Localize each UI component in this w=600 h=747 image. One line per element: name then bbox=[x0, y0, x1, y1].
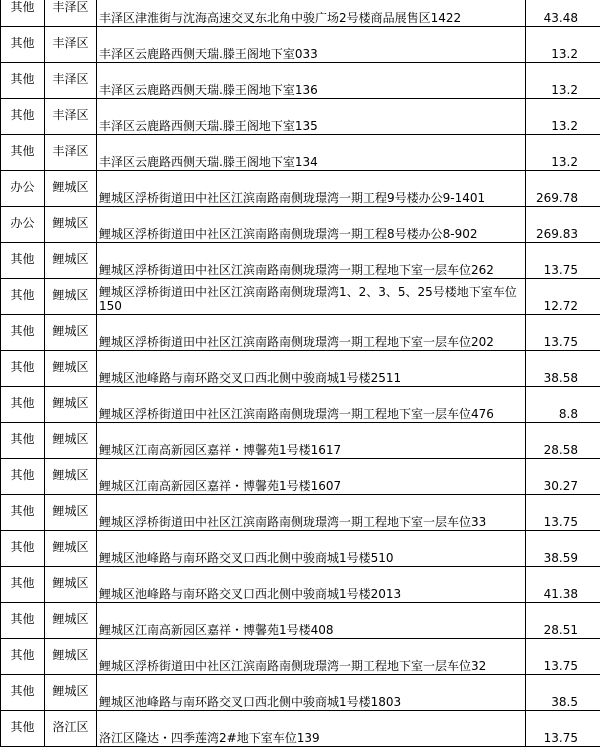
area-cell: 13.75 bbox=[526, 243, 600, 279]
table-row bbox=[1, 207, 600, 243]
property-type-cell: 其他 bbox=[1, 0, 45, 27]
area-cell: 13.75 bbox=[526, 711, 600, 747]
district-cell: 鲤城区 bbox=[45, 279, 97, 315]
property-type-cell: 其他 bbox=[1, 603, 45, 639]
district-cell: 洛江区 bbox=[45, 711, 97, 747]
area-cell: 30.27 bbox=[526, 459, 600, 495]
address-cell: 鲤城区江南高新园区嘉祥・博馨苑1号楼408 bbox=[97, 603, 526, 639]
address-cell: 鲤城区浮桥街道田中社区江滨南路南侧珑璟湾一期工程地下室一层车位202 bbox=[97, 315, 526, 351]
table-row bbox=[1, 315, 600, 351]
property-type-cell: 其他 bbox=[1, 675, 45, 711]
area-cell: 38.58 bbox=[526, 351, 600, 387]
property-type-cell: 其他 bbox=[1, 315, 45, 351]
property-type-cell: 其他 bbox=[1, 351, 45, 387]
address-cell: 鲤城区江南高新园区嘉祥・博馨苑1号楼1607 bbox=[97, 459, 526, 495]
property-type-cell: 其他 bbox=[1, 531, 45, 567]
area-cell: 38.59 bbox=[526, 531, 600, 567]
area-cell: 269.78 bbox=[526, 171, 600, 207]
district-cell: 鲤城区 bbox=[45, 495, 97, 531]
address-cell: 鲤城区池峰路与南环路交叉口西北侧中骏商城1号楼510 bbox=[97, 531, 526, 567]
area-cell: 12.72 bbox=[526, 279, 600, 315]
area-cell: 13.75 bbox=[526, 315, 600, 351]
area-cell: 41.38 bbox=[526, 567, 600, 603]
table-row bbox=[1, 495, 600, 531]
area-cell: 28.58 bbox=[526, 423, 600, 459]
property-type-cell: 办公 bbox=[1, 207, 45, 243]
address-cell: 鲤城区浮桥街道田中社区江滨南路南侧珑璟湾一期工程地下室一层车位262 bbox=[97, 243, 526, 279]
district-cell: 鲤城区 bbox=[45, 351, 97, 387]
address-cell: 鲤城区浮桥街道田中社区江滨南路南侧珑璟湾一期工程地下室一层车位32 bbox=[97, 639, 526, 675]
table-row bbox=[1, 63, 600, 99]
table-row bbox=[1, 27, 600, 63]
district-cell: 丰泽区 bbox=[45, 0, 97, 27]
table-row bbox=[1, 135, 600, 171]
district-cell: 丰泽区 bbox=[45, 135, 97, 171]
area-cell: 13.2 bbox=[526, 27, 600, 63]
address-cell: 鲤城区浮桥街道田中社区江滨南路南侧珑璟湾一期工程地下室一层车位33 bbox=[97, 495, 526, 531]
table-row bbox=[1, 171, 600, 207]
address-cell: 鲤城区浮桥街道田中社区江滨南路南侧珑璟湾一期工程8号楼办公8-902 bbox=[97, 207, 526, 243]
address-cell: 鲤城区池峰路与南环路交叉口西北侧中骏商城1号楼2511 bbox=[97, 351, 526, 387]
address-cell: 丰泽区云鹿路西侧天瑞.滕王阁地下室033 bbox=[97, 27, 526, 63]
property-type-cell: 其他 bbox=[1, 423, 45, 459]
district-cell: 鲤城区 bbox=[45, 207, 97, 243]
area-cell: 269.83 bbox=[526, 207, 600, 243]
address-cell: 鲤城区浮桥街道田中社区江滨南路南侧珑璟湾一期工程9号楼办公9-1401 bbox=[97, 171, 526, 207]
area-cell: 43.48 bbox=[526, 0, 600, 27]
district-cell: 鲤城区 bbox=[45, 639, 97, 675]
district-cell: 鲤城区 bbox=[45, 603, 97, 639]
area-cell: 13.75 bbox=[526, 495, 600, 531]
table-row bbox=[1, 99, 600, 135]
table-row bbox=[1, 711, 600, 747]
table-row bbox=[1, 603, 600, 639]
table-row bbox=[1, 351, 600, 387]
table-row bbox=[1, 639, 600, 675]
table-row bbox=[1, 243, 600, 279]
address-cell: 鲤城区池峰路与南环路交叉口西北侧中骏商城1号楼1803 bbox=[97, 675, 526, 711]
address-cell: 丰泽区云鹿路西侧天瑞.滕王阁地下室134 bbox=[97, 135, 526, 171]
area-cell: 38.5 bbox=[526, 675, 600, 711]
property-type-cell: 其他 bbox=[1, 135, 45, 171]
area-cell: 13.2 bbox=[526, 63, 600, 99]
table-row bbox=[1, 0, 600, 27]
property-type-cell: 其他 bbox=[1, 63, 45, 99]
property-type-cell: 其他 bbox=[1, 495, 45, 531]
property-type-cell: 其他 bbox=[1, 387, 45, 423]
property-type-cell: 其他 bbox=[1, 711, 45, 747]
district-cell: 鲤城区 bbox=[45, 675, 97, 711]
table-row bbox=[1, 675, 600, 711]
property-type-cell: 其他 bbox=[1, 459, 45, 495]
table-row bbox=[1, 387, 600, 423]
area-cell: 13.2 bbox=[526, 99, 600, 135]
area-cell: 28.51 bbox=[526, 603, 600, 639]
district-cell: 鲤城区 bbox=[45, 531, 97, 567]
address-cell: 洛江区隆达・四季莲湾2#地下室车位139 bbox=[97, 711, 526, 747]
property-type-cell: 办公 bbox=[1, 171, 45, 207]
district-cell: 鲤城区 bbox=[45, 567, 97, 603]
address-cell: 鲤城区浮桥街道田中社区江滨南路南侧珑璟湾一期工程地下室一层车位476 bbox=[97, 387, 526, 423]
district-cell: 鲤城区 bbox=[45, 423, 97, 459]
address-cell: 丰泽区云鹿路西侧天瑞.滕王阁地下室136 bbox=[97, 63, 526, 99]
table-row bbox=[1, 459, 600, 495]
property-type-cell: 其他 bbox=[1, 567, 45, 603]
district-cell: 丰泽区 bbox=[45, 63, 97, 99]
property-type-cell: 其他 bbox=[1, 27, 45, 63]
district-cell: 鲤城区 bbox=[45, 243, 97, 279]
property-type-cell: 其他 bbox=[1, 639, 45, 675]
district-cell: 鲤城区 bbox=[45, 171, 97, 207]
property-type-cell: 其他 bbox=[1, 279, 45, 315]
table-row bbox=[1, 279, 600, 315]
table-row bbox=[1, 531, 600, 567]
property-type-cell: 其他 bbox=[1, 243, 45, 279]
district-cell: 鲤城区 bbox=[45, 387, 97, 423]
address-cell: 鲤城区浮桥街道田中社区江滨南路南侧珑璟湾1、2、3、5、25号楼地下室车位150 bbox=[97, 279, 526, 315]
area-cell: 13.75 bbox=[526, 639, 600, 675]
address-cell: 鲤城区池峰路与南环路交叉口西北侧中骏商城1号楼2013 bbox=[97, 567, 526, 603]
district-cell: 丰泽区 bbox=[45, 99, 97, 135]
district-cell: 鲤城区 bbox=[45, 315, 97, 351]
table-row bbox=[1, 423, 600, 459]
address-cell: 丰泽区云鹿路西侧天瑞.滕王阁地下室135 bbox=[97, 99, 526, 135]
area-cell: 8.8 bbox=[526, 387, 600, 423]
district-cell: 丰泽区 bbox=[45, 27, 97, 63]
table-row bbox=[1, 567, 600, 603]
property-type-cell: 其他 bbox=[1, 99, 45, 135]
district-cell: 鲤城区 bbox=[45, 459, 97, 495]
address-cell: 丰泽区津淮街与沈海高速交叉东北角中骏广场2号楼商品展售区1422 bbox=[97, 0, 526, 27]
area-cell: 13.2 bbox=[526, 135, 600, 171]
property-table-body bbox=[1, 0, 600, 747]
address-cell: 鲤城区江南高新园区嘉祥・博馨苑1号楼1617 bbox=[97, 423, 526, 459]
